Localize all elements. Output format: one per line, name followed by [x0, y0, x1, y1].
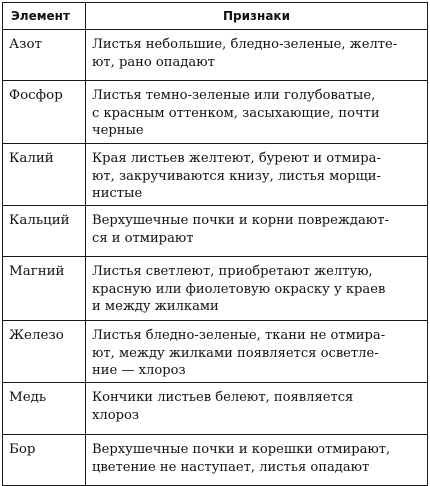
- signs-line: ют, между жилками появляется осветле-: [92, 345, 379, 361]
- signs-line: Листья небольшие, бледно-зеленые, желте-: [92, 37, 398, 52]
- deficiency-table-wrapper: [2, 2, 427, 486]
- signs-cell: [86, 257, 428, 321]
- signs-line: и между жилками: [92, 299, 219, 314]
- table-row: [3, 321, 428, 383]
- table-row: [3, 383, 428, 435]
- element-cell: Магний: [3, 257, 86, 321]
- signs-line: Верхушечные почки и корешки отмирают,: [92, 442, 391, 457]
- signs-cell: [86, 383, 428, 435]
- signs-line: ся и отмирают: [92, 230, 194, 246]
- signs-line: нистые: [92, 186, 143, 201]
- element-cell: Азот: [3, 30, 86, 81]
- table-row: [3, 257, 428, 321]
- signs-line: красную или фиолетовую окраску у краев: [92, 281, 386, 297]
- signs-line: Кончики листьев белеют, появляется: [92, 390, 354, 405]
- signs-cell: [86, 30, 428, 81]
- signs-line: ние — хлороз: [92, 363, 186, 378]
- element-cell: Кальций: [3, 206, 86, 257]
- table-row: [3, 206, 428, 257]
- header-element: Элемент: [3, 3, 86, 30]
- signs-line: Листья светлеют, приобретают желтую,: [92, 264, 373, 279]
- element-cell: Железо: [3, 321, 86, 383]
- table-header-row: [3, 3, 428, 30]
- signs-cell: [86, 81, 428, 144]
- deficiency-table: [2, 2, 428, 486]
- signs-cell: [86, 206, 428, 257]
- table-row: [3, 144, 428, 206]
- signs-line: Листья темно-зеленые или голубоватые,: [92, 88, 376, 103]
- table-row: [3, 81, 428, 144]
- element-cell: Медь: [3, 383, 86, 435]
- signs-line: хлороз: [92, 407, 139, 423]
- table-row: [3, 30, 428, 81]
- signs-cell: [86, 321, 428, 383]
- element-cell: Калий: [3, 144, 86, 206]
- signs-line: Края листьев желтеют, буреют и отмира-: [92, 151, 381, 166]
- header-signs: Признаки: [86, 3, 428, 30]
- signs-line: цветение не наступает, листья опадают: [92, 459, 370, 475]
- signs-line: с красным оттенком, засыхающие, почти: [92, 105, 380, 121]
- signs-line: Верхушечные почки и корни повреждают-: [92, 213, 389, 228]
- signs-line: ют, рано опадают: [92, 54, 215, 70]
- signs-line: ют, закручиваются книзу, листья морщи-: [92, 168, 381, 184]
- element-cell: Фосфор: [3, 81, 86, 144]
- signs-cell: [86, 144, 428, 206]
- signs-line: Листья бледно-зеленые, ткани не отмира-: [92, 328, 386, 343]
- signs-line: черные: [92, 123, 144, 138]
- element-cell: Бор: [3, 435, 86, 486]
